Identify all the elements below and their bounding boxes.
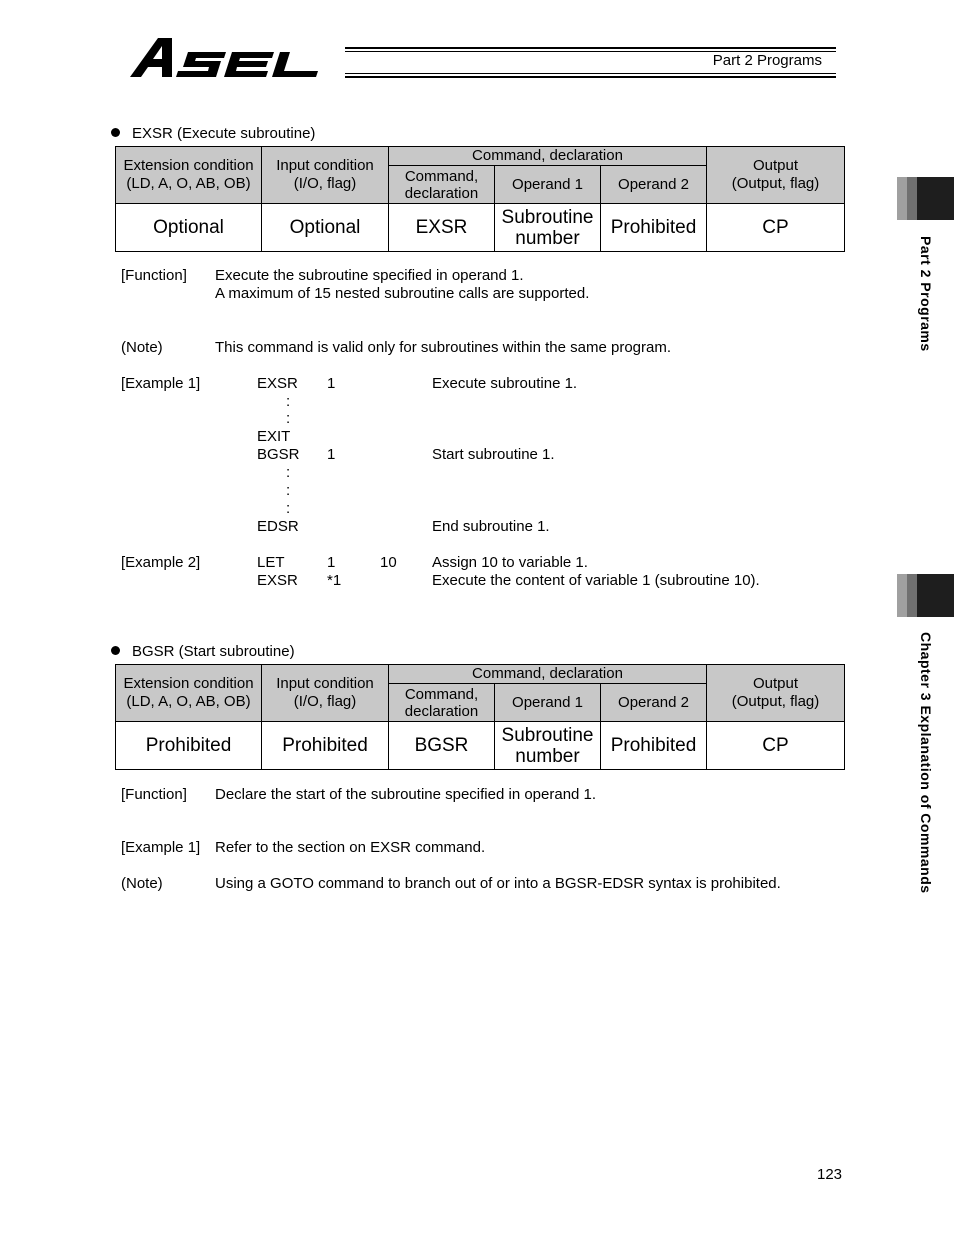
header-operand1: Operand 1 xyxy=(495,166,601,204)
code-cmd: EXIT xyxy=(257,428,291,445)
code-ellipsis: : xyxy=(286,500,291,517)
header-command: Command, declaration xyxy=(389,684,495,722)
cell-operand1: Subroutine number xyxy=(495,204,601,252)
header-command-group: Command, declaration xyxy=(389,147,707,166)
code-op1: 1 xyxy=(327,554,336,571)
asel-logo-mark xyxy=(128,36,348,80)
side-chapter-label: Chapter 3 Explanation of Commands xyxy=(918,632,934,894)
bgsr-function-text: Declare the start of the subroutine specified in operand 1. xyxy=(215,786,597,803)
header-operand2: Operand 2 xyxy=(601,166,707,204)
header-output: Output (Output, flag) xyxy=(707,147,845,204)
code-comment: Start subroutine 1. xyxy=(432,446,555,463)
part-tab-marker xyxy=(897,177,954,220)
bgsr-note-text: Using a GOTO command to branch out of or into a BGSR-EDSR syntax is prohibited. xyxy=(215,875,781,892)
cell-output: CP xyxy=(707,722,845,770)
code-comment: Assign 10 to variable 1. xyxy=(432,554,588,571)
code-ellipsis: : xyxy=(286,482,291,499)
header-section-title: Part 2 Programs xyxy=(712,52,822,69)
code-ellipsis: : xyxy=(286,410,291,427)
bgsr-note-label: (Note) xyxy=(121,875,163,892)
chapter-tab-marker xyxy=(897,574,954,617)
code-op1: 1 xyxy=(327,446,336,463)
bgsr-example1-label: [Example 1] xyxy=(121,839,201,856)
code-op2: 10 xyxy=(380,554,397,571)
code-cmd: LET xyxy=(257,554,285,571)
code-op1: 1 xyxy=(327,375,336,392)
code-cmd: BGSR xyxy=(257,446,300,463)
header-operand1: Operand 1 xyxy=(495,684,601,722)
exsr-function-label: [Function] xyxy=(121,267,187,284)
bgsr-table xyxy=(115,664,845,770)
header-operand2: Operand 2 xyxy=(601,684,707,722)
cell-input: Prohibited xyxy=(262,722,389,770)
bgsr-function-label: [Function] xyxy=(121,786,187,803)
code-ellipsis: : xyxy=(286,464,291,481)
code-comment: Execute the content of variable 1 (subroutine 10). xyxy=(432,572,760,589)
exsr-note-text: This command is valid only for subroutines within the same program. xyxy=(215,339,672,356)
exsr-table xyxy=(115,146,845,252)
cell-extension: Optional xyxy=(116,204,262,252)
asel-logo xyxy=(128,36,348,80)
bgsr-example1-text: Refer to the section on EXSR command. xyxy=(215,839,486,856)
exsr-heading: EXSR (Execute subroutine) xyxy=(111,125,315,142)
code-cmd: EXSR xyxy=(257,572,298,589)
code-ellipsis: : xyxy=(286,393,291,410)
cell-extension: Prohibited xyxy=(116,722,262,770)
cell-command: BGSR xyxy=(389,722,495,770)
code-comment: Execute subroutine 1. xyxy=(432,375,578,392)
cell-output: CP xyxy=(707,204,845,252)
exsr-function-line-2: A maximum of 15 nested subroutine calls are supported. xyxy=(215,285,590,302)
exsr-example1-label: [Example 1] xyxy=(121,375,201,392)
header-extension: Extension condition (LD, A, O, AB, OB) xyxy=(116,147,262,204)
code-cmd: EDSR xyxy=(257,518,299,535)
header-command-group: Command, declaration xyxy=(389,665,707,684)
cell-operand2: Prohibited xyxy=(601,204,707,252)
bgsr-heading: BGSR (Start subroutine) xyxy=(111,643,295,660)
cell-operand1: Subroutine number xyxy=(495,722,601,770)
code-op1: *1 xyxy=(327,572,342,589)
header-input: Input condition (I/O, flag) xyxy=(262,147,389,204)
exsr-note-label: (Note) xyxy=(121,339,163,356)
cell-operand2: Prohibited xyxy=(601,722,707,770)
exsr-function-line-1: Execute the subroutine specified in operand 1. xyxy=(215,267,524,284)
cell-input: Optional xyxy=(262,204,389,252)
header-extension: Extension condition (LD, A, O, AB, OB) xyxy=(116,665,262,722)
header-output: Output (Output, flag) xyxy=(707,665,845,722)
side-part-label: Part 2 Programs xyxy=(918,236,934,352)
exsr-example2-label: [Example 2] xyxy=(121,554,201,571)
cell-command: EXSR xyxy=(389,204,495,252)
page-number: 123 xyxy=(817,1166,843,1183)
header-command: Command, declaration xyxy=(389,166,495,204)
code-comment: End subroutine 1. xyxy=(432,518,550,535)
header-input: Input condition (I/O, flag) xyxy=(262,665,389,722)
code-cmd: EXSR xyxy=(257,375,298,392)
